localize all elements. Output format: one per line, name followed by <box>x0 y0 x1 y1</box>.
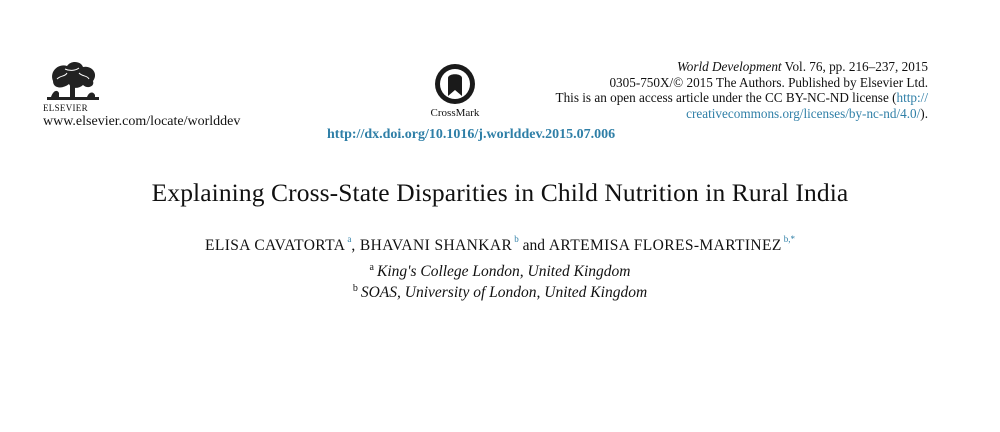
author-name: BHAVANI SHANKAR <box>359 237 513 254</box>
affiliation-text: SOAS, University of London, United Kingdom <box>360 284 648 301</box>
journal-name: World Development <box>676 59 782 74</box>
journal-homepage-url[interactable]: www.elsevier.com/locate/worlddev <box>43 114 241 129</box>
affiliation-marker: b <box>352 283 358 294</box>
license-link-part1[interactable]: http:// <box>896 90 928 105</box>
author-list <box>0 234 1000 255</box>
crossmark-icon <box>424 62 486 106</box>
license-line-2 <box>488 106 928 122</box>
license-suffix: ). <box>920 105 928 121</box>
crossmark-badge[interactable] <box>424 62 486 119</box>
journal-info <box>488 59 928 121</box>
affiliation-link[interactable]: b,* <box>783 234 796 244</box>
author-name: ELISA CAVATORTA <box>204 237 346 254</box>
affiliation <box>0 262 1000 281</box>
elsevier-wordmark: ELSEVIER <box>43 103 88 113</box>
affiliation-marker: a <box>369 262 374 273</box>
elsevier-tree-icon <box>43 59 103 103</box>
license-link-part2[interactable]: creativecommons.org/licenses/by-nc-nd/4.0/ <box>686 105 921 121</box>
license-line <box>488 90 928 106</box>
journal-volume-pages: Vol. 76, pp. 216–237, 2015 <box>781 59 928 74</box>
license-prefix: This is an open access article under the CC BY-NC-ND license ( <box>555 90 897 105</box>
elsevier-logo <box>43 59 103 113</box>
affiliation-text: King's College London, United Kingdom <box>376 263 631 280</box>
affiliation-link[interactable]: a <box>347 234 352 244</box>
article-title: Explaining Cross-State Disparities in Child Nutrition in Rural India <box>151 178 849 207</box>
issn-copyright: 0305-750X/© 2015 The Authors. Published by Elsevier Ltd. <box>609 74 928 90</box>
affiliation-link[interactable]: b <box>514 234 519 244</box>
author-separator: and <box>518 237 549 254</box>
author-name: ARTEMISA FLORES-MARTINEZ <box>548 237 782 254</box>
doi-link[interactable]: http://dx.doi.org/10.1016/j.worlddev.2015.07.006 <box>327 127 616 142</box>
author-separator: , <box>351 237 360 254</box>
journal-citation <box>488 59 928 75</box>
crossmark-label: CrossMark <box>430 107 480 119</box>
affiliation <box>0 283 1000 302</box>
